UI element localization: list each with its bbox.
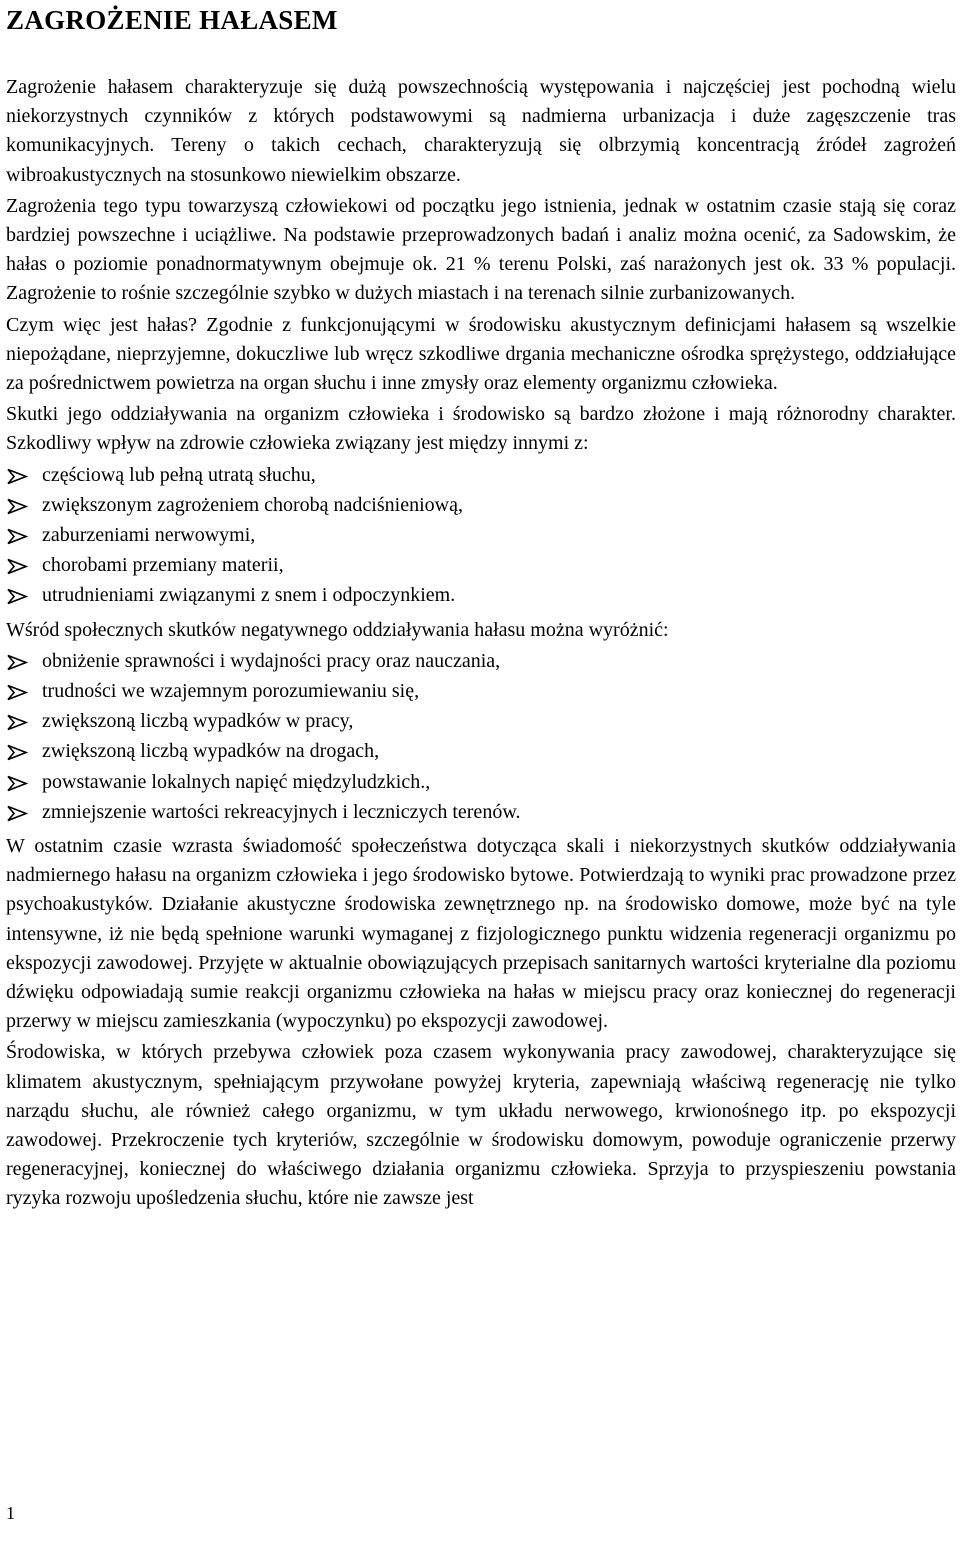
list-item xyxy=(6,491,956,521)
page-title: ZAGROŻENIE HAŁASEM xyxy=(6,5,338,35)
list-item xyxy=(6,521,956,551)
document-body xyxy=(6,73,956,1214)
arrowhead-bullet-icon xyxy=(6,744,28,761)
list-item-text: częściową lub pełną utratą słuchu, xyxy=(42,463,316,486)
list-item xyxy=(6,647,956,677)
list-item xyxy=(6,581,956,611)
list-item xyxy=(6,737,956,767)
paragraph-noise-definition: Czym więc jest hałas? Zgodnie z funkcjonującymi w środowisku akustycznym definicjami hałasem są wszelkie niepożądane, nieprzyjemne, dokuczliwe lub wręcz szkodliwe drgania mechaniczne ośrodka sprężystego, oddziałujące za pośrednictwem powietrza na organ słuchu i inne zmysły oraz elementy organizmu człowieka. xyxy=(6,313,956,395)
paragraph-social-effects-intro: Wśród społecznych skutków negatywnego oddziaływania hałasu można wyróżnić: xyxy=(6,618,669,641)
social-effects-list xyxy=(6,647,956,828)
list-item xyxy=(6,461,956,491)
list-item-text: zaburzeniami nerwowymi, xyxy=(42,524,256,547)
arrowhead-bullet-icon xyxy=(6,684,28,701)
paragraph-environments: Środowiska, w których przebywa człowiek poza czasem wykonywania pracy zawodowej, charakteryzujące się klimatem akustycznym, spełniającym przywołane powyżej kryteria, zapewniają właściwą regenerację nie tylko narządu słuchu, ale również całego organizmu, w tym układu nerwowego, krwionośnego itp. po ekspozycji zawodowej. Przekroczenie tych kryteriów, szczególnie w środowisku domowym, powoduje ograniczenie przerwy regeneracyjnej, koniecznej do właściwego działania organizmu człowieka. Sprzyja to przyspieszeniu powstania ryzyka rozwoju upośledzenia słuchu, które nie zawsze jest xyxy=(6,1041,956,1210)
list-item-text: obniżenie sprawności i wydajności pracy oraz nauczania, xyxy=(42,649,501,672)
arrowhead-bullet-icon xyxy=(6,588,28,605)
arrowhead-bullet-icon xyxy=(6,528,28,545)
list-item-text: powstawanie lokalnych napięć międzyludzkich., xyxy=(42,770,431,793)
list-item xyxy=(6,707,956,737)
page-number: 1 xyxy=(6,1503,15,1523)
arrowhead-bullet-icon xyxy=(6,805,28,822)
list-item xyxy=(6,551,956,581)
arrowhead-bullet-icon xyxy=(6,654,28,671)
arrowhead-bullet-icon xyxy=(6,468,28,485)
list-item xyxy=(6,768,956,798)
arrowhead-bullet-icon xyxy=(6,714,28,731)
list-item xyxy=(6,677,956,707)
list-item-text: zwiększonym zagrożeniem chorobą nadciśnieniową, xyxy=(42,493,463,516)
list-item-text: trudności we wzajemnym porozumiewaniu się, xyxy=(42,679,420,702)
arrowhead-bullet-icon xyxy=(6,498,28,515)
list-item-text: zwiększoną liczbą wypadków na drogach, xyxy=(42,740,380,763)
arrowhead-bullet-icon xyxy=(6,558,28,575)
arrowhead-bullet-icon xyxy=(6,775,28,792)
list-item-text: chorobami przemiany materii, xyxy=(42,554,284,577)
list-item-text: utrudnieniami związanymi z snem i odpoczynkiem. xyxy=(42,584,456,607)
health-effects-list xyxy=(6,461,956,612)
paragraph-health-effects-intro: Skutki jego oddziaływania na organizm człowieka i środowisko są bardzo złożone i mają różnorodny charakter. Szkodliwy wpływ na zdrowie człowieka związany jest między innymi z: xyxy=(6,403,956,455)
list-item-text: zwiększoną liczbą wypadków w pracy, xyxy=(42,710,354,733)
document-page xyxy=(6,0,956,1523)
paragraph-intro: Zagrożenie hałasem charakteryzuje się dużą powszechnością występowania i najczęściej jest pochodną wielu niekorzystnych czynników z których podstawowymi są nadmierna urbanizacja i duże zagęszczenie tras komunikacyjnych. Tereny o takich cechach, charakteryzują się olbrzymią koncentracją źródeł zagrożeń wibroakustycznych na stosunkowo niewielkim obszarze. xyxy=(6,76,956,186)
list-item-text: zmniejszenie wartości rekreacyjnych i leczniczych terenów. xyxy=(42,800,521,823)
paragraph-awareness: W ostatnim czasie wzrasta świadomość społeczeństwa dotycząca skali i niekorzystnych skutków oddziaływania nadmiernego hałasu na organizm człowieka i jego środowisko bytowe. Potwierdzają to wyniki prac prowadzone przez psychoakustyków. Działanie akustyczne środowiska zewnętrznego np. na środowisko domowe, może być na tyle intensywne, iż nie będą spełnione warunki wymaganej z fizjologicznego punktu widzenia regeneracji organizmu po ekspozycji zawodowej. Przyjęte w aktualnie obowiązujących przepisach sanitarnych wartości kryterialne dla poziomu dźwięku odpowiadają sumie reakcji organizmu człowieka na hałas w miejscu pracy oraz koniecznej do regeneracji przerwy w miejscu zamieszkania (wypoczynku) po ekspozycji zawodowej. xyxy=(6,834,956,1033)
list-item xyxy=(6,798,956,828)
paragraph-threat-scale: Zagrożenia tego typu towarzyszą człowiekowi od początku jego istnienia, jednak w ostatnim czasie stają się coraz bardziej powszechne i uciążliwe. Na podstawie przeprowadzonych badań i analiz można ocenić, za Sadowskim, że hałas o poziomie ponadnormatywnym obejmuje ok. 21 % terenu Polski, zaś narażonych jest ok. 33 % populacji. Zagrożenie to rośnie szczególnie szybko w dużych miastach i na terenach silnie zurbanizowanych. xyxy=(6,194,956,305)
